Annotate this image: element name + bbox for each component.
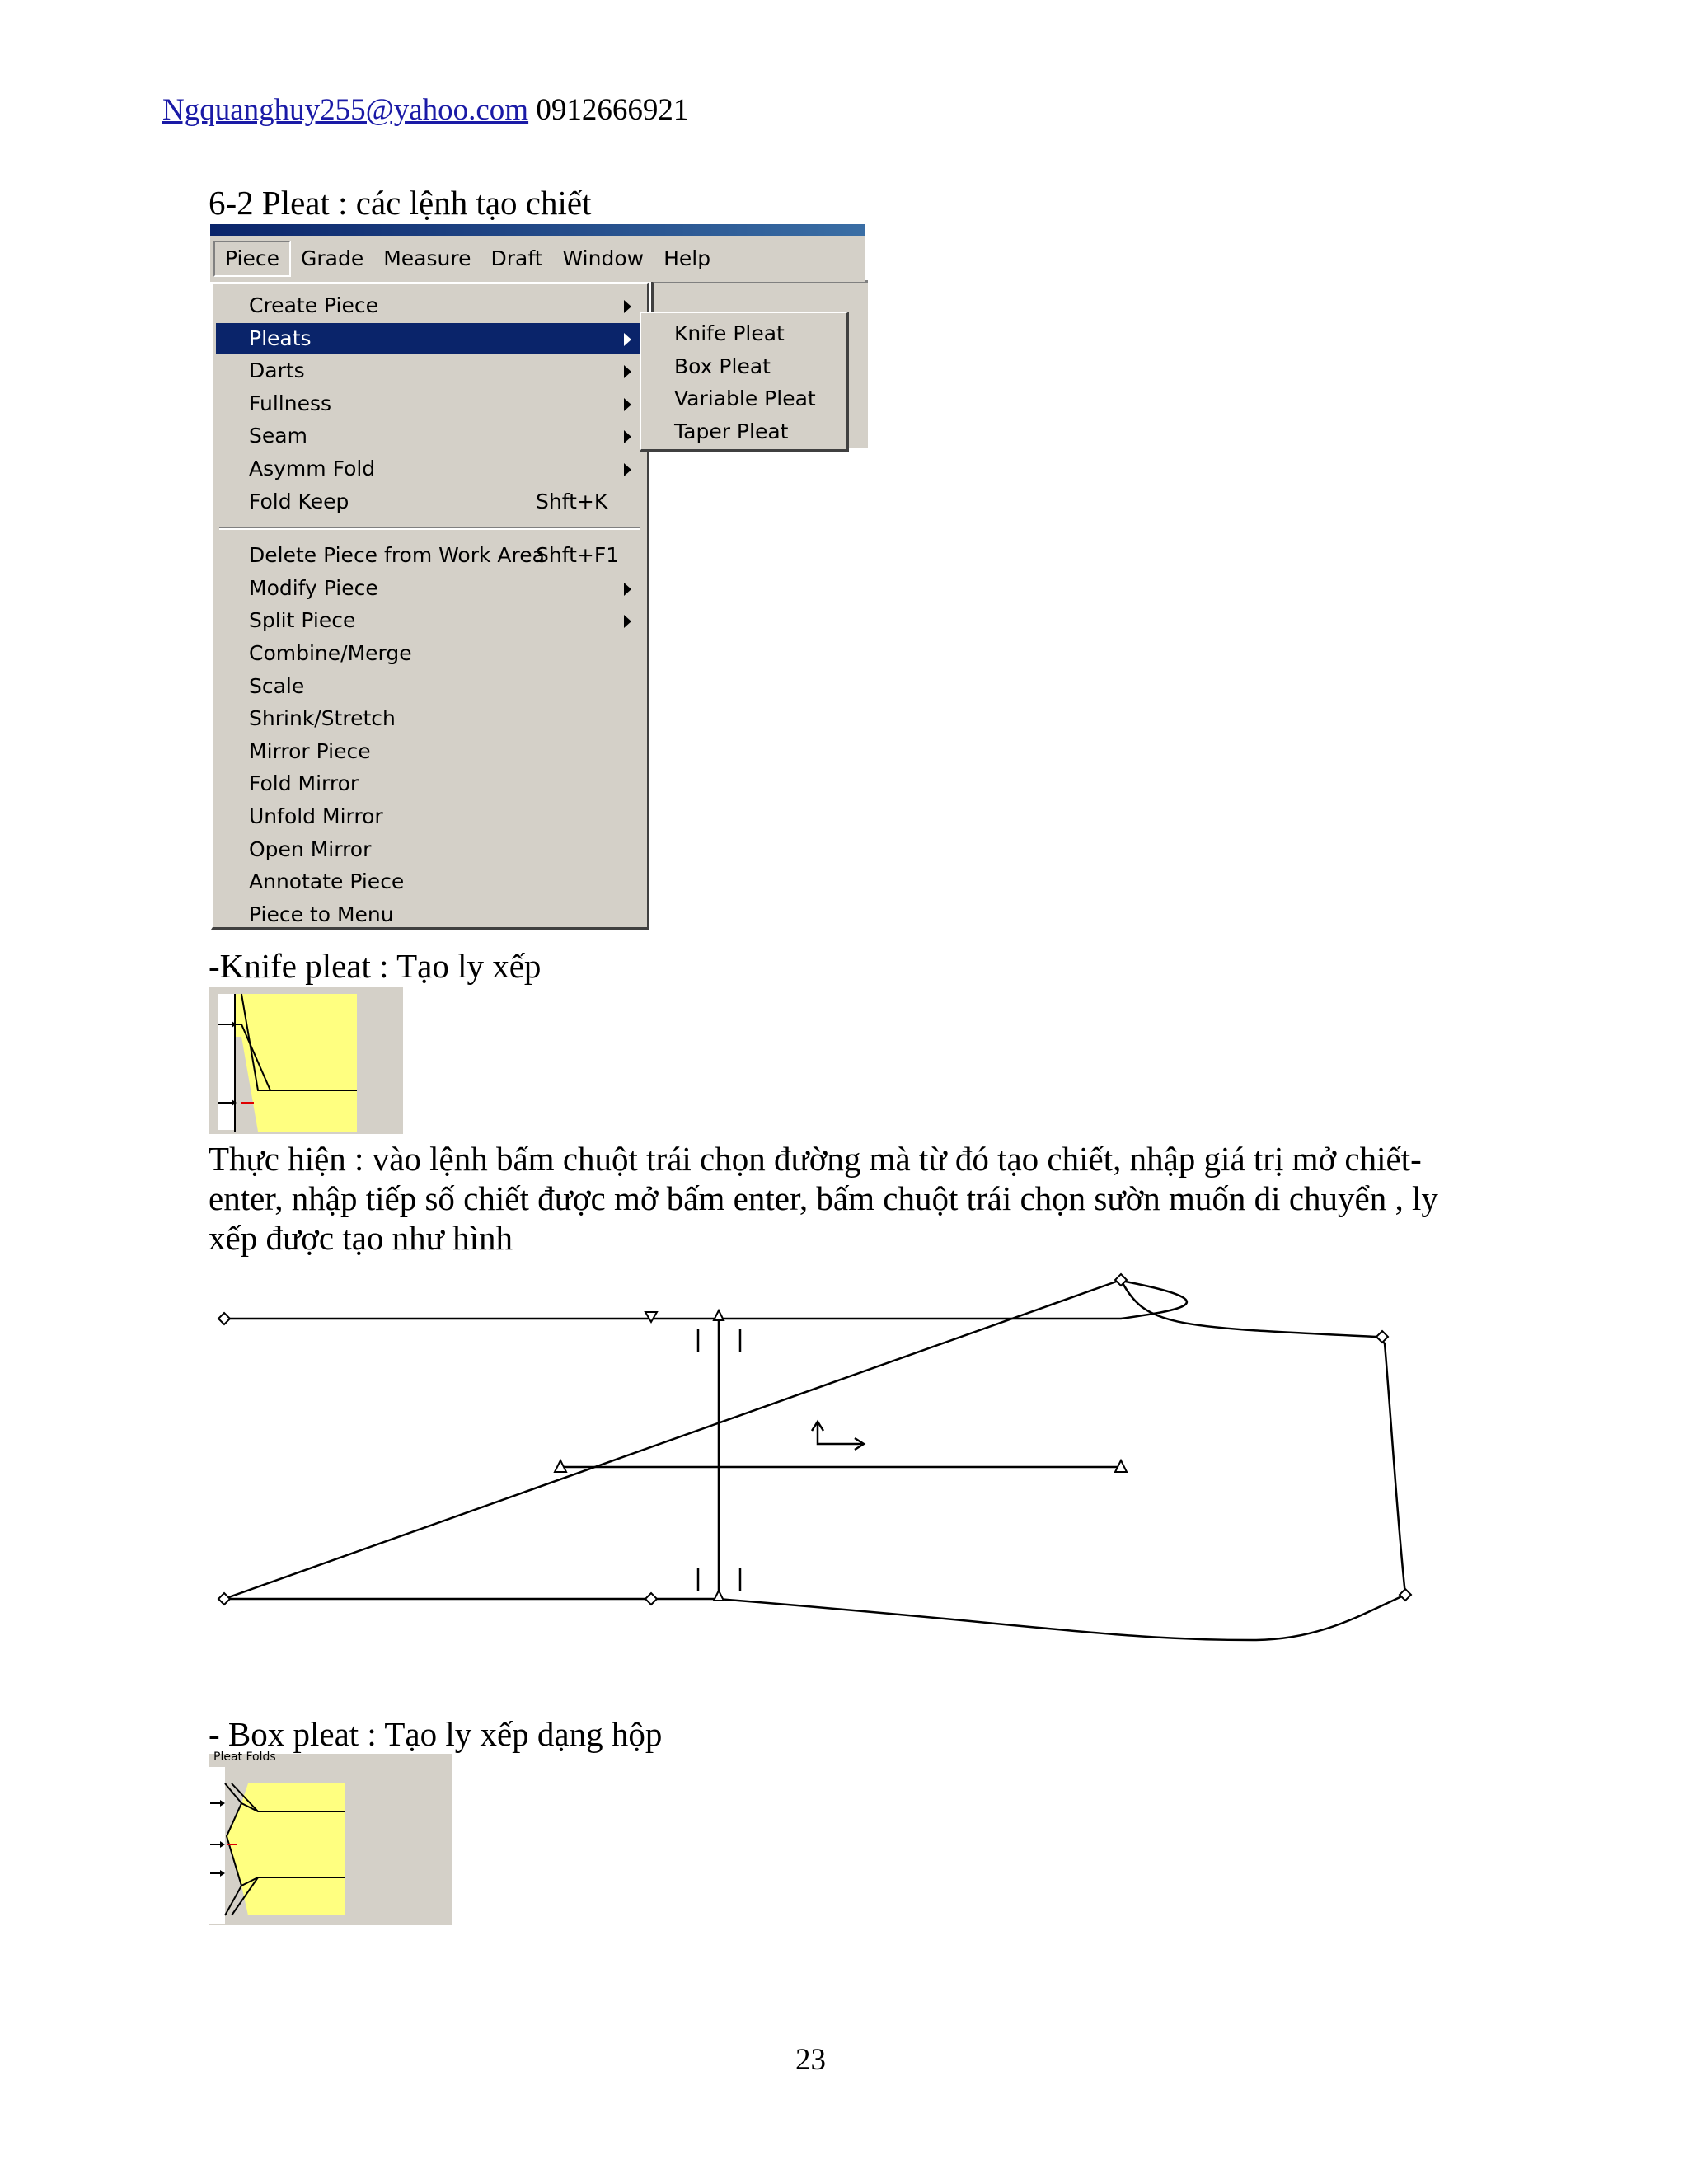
menu-item-annotate-piece[interactable] xyxy=(216,866,643,898)
piece-dropdown-menu xyxy=(211,282,649,930)
menu-item-label: Open Mirror xyxy=(249,837,372,861)
submenu-arrow-icon xyxy=(624,430,631,443)
menu-item-label: Create Piece xyxy=(249,293,378,317)
menu-item-mirror-piece[interactable] xyxy=(216,736,643,767)
menu-item-label: Shrink/Stretch xyxy=(249,706,396,731)
menu-item-label: Fold Keep xyxy=(249,489,349,513)
menu-item-label: Piece to Menu xyxy=(249,902,394,926)
submenu-arrow-icon xyxy=(624,583,631,596)
menu-item-fold-mirror[interactable] xyxy=(216,768,643,799)
knife-pleat-icon-frame xyxy=(209,987,403,1134)
submenu-arrow-icon xyxy=(624,365,631,378)
box-pleat-icon-frame xyxy=(209,1750,452,1925)
knife-pleat-heading: -Knife pleat : Tạo ly xếp xyxy=(209,947,542,985)
submenu-arrow-icon xyxy=(624,333,631,346)
menu-item-seam[interactable] xyxy=(216,420,643,452)
menu-item-asymm-fold[interactable] xyxy=(216,453,643,485)
submenu-arrow-icon xyxy=(624,300,631,313)
menu-item-label: Fullness xyxy=(249,391,332,415)
menu-item-unfold-mirror[interactable] xyxy=(216,801,643,832)
menu-item-modify-piece[interactable] xyxy=(216,573,643,604)
box-pleat-icon xyxy=(209,1754,452,1925)
menu-item-label: Split Piece xyxy=(249,608,356,633)
submenu-item-taper-pleat[interactable]: Taper Pleat xyxy=(674,419,789,443)
menubar-item-measure[interactable]: Measure xyxy=(383,246,471,270)
menu-item-label: Seam xyxy=(249,424,307,448)
menu-item-label: Unfold Mirror xyxy=(249,804,383,828)
menubar-item-grade[interactable]: Grade xyxy=(300,246,364,270)
page-header xyxy=(162,92,688,128)
menu-item-label: Fold Mirror xyxy=(249,771,359,796)
menu-item-label: Annotate Piece xyxy=(249,869,405,894)
menu-separator xyxy=(219,527,640,530)
menu-item-shortcut: Shft+K xyxy=(536,489,608,513)
box-pleat-heading: - Box pleat : Tạo ly xếp dạng hộp xyxy=(209,1715,663,1753)
menubar-item-piece[interactable]: Piece xyxy=(213,241,291,277)
knife-pleat-pattern-drawing xyxy=(206,1261,1442,1657)
menubar-item-draft[interactable]: Draft xyxy=(490,246,543,270)
menu-item-split-piece[interactable] xyxy=(216,605,643,636)
knife-pleat-icon xyxy=(209,987,403,1134)
box-pleat-icon-label: Pleat Folds xyxy=(213,1750,276,1764)
menu-item-shortcut: Shft+F1 xyxy=(536,543,620,568)
pleats-submenu xyxy=(640,312,849,452)
instructions-paragraph: Thực hiện : vào lệnh bấm chuột trái chọn đường mà từ đó tạo chiết, nhập giá trị mở chiết-enter, nhập tiếp số chiết được mở bấm enter, bấm chuột trái chọn sườn muốn di chuyển , ly xếp được tạo như hình xyxy=(209,1140,1438,1257)
submenu-arrow-icon xyxy=(624,463,631,476)
menu-item-label: Delete Piece from Work Area xyxy=(249,543,545,568)
submenu-item-box-pleat[interactable]: Box Pleat xyxy=(674,354,771,378)
page-number: 23 xyxy=(795,2043,826,2077)
menu-item-label: Modify Piece xyxy=(249,575,378,600)
menu-item-label: Scale xyxy=(249,673,305,698)
menubar-item-help[interactable]: Help xyxy=(663,246,711,270)
menu-item-piece-to-menu[interactable] xyxy=(216,899,643,930)
menu-item-label: Combine/Merge xyxy=(249,641,412,665)
menu-item-fullness[interactable] xyxy=(216,388,643,419)
email-link[interactable]: Ngquanghuy255@yahoo.com xyxy=(162,93,529,127)
menu-item-darts[interactable] xyxy=(216,355,643,387)
menu-bar xyxy=(210,236,865,282)
submenu-arrow-icon xyxy=(624,615,631,628)
window-titlebar xyxy=(210,224,865,236)
menu-item-label: Asymm Fold xyxy=(249,457,376,480)
menu-item-label: Darts xyxy=(249,359,305,383)
phone-number: 0912666921 xyxy=(536,93,689,127)
menu-item-delete-piece-from-work-area[interactable] xyxy=(216,540,643,571)
menubar-item-window[interactable]: Window xyxy=(562,246,645,270)
menu-item-label: Mirror Piece xyxy=(249,738,371,763)
submenu-item-variable-pleat[interactable]: Variable Pleat xyxy=(674,387,816,411)
menu-item-fold-keep[interactable] xyxy=(216,486,643,518)
submenu-arrow-icon xyxy=(624,398,631,411)
section-title: 6-2 Pleat : các lệnh tạo chiết xyxy=(209,184,592,222)
menu-item-scale[interactable] xyxy=(216,671,643,702)
submenu-item-knife-pleat[interactable]: Knife Pleat xyxy=(674,321,785,345)
menu-item-label: Pleats xyxy=(249,326,312,350)
menu-item-open-mirror[interactable] xyxy=(216,834,643,865)
menu-item-create-piece[interactable] xyxy=(216,290,643,321)
menu-item-combine-merge[interactable] xyxy=(216,638,643,669)
menu-item-pleats[interactable] xyxy=(216,323,643,354)
menu-item-shrink-stretch[interactable] xyxy=(216,703,643,734)
